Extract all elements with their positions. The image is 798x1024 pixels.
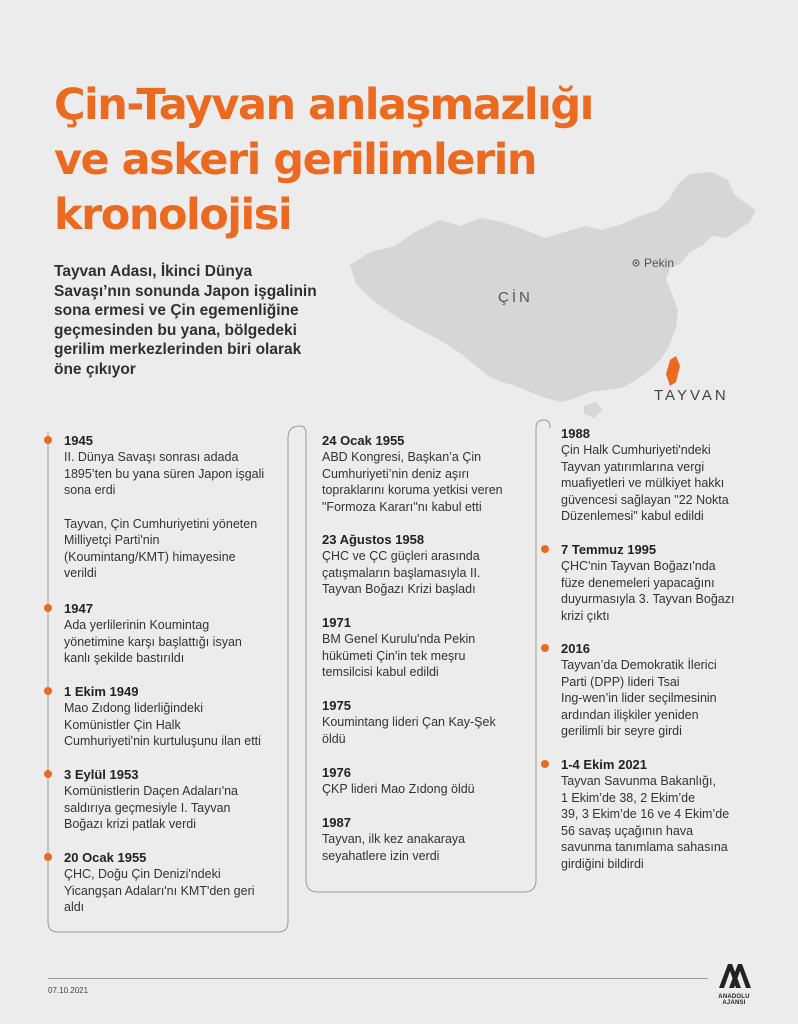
timeline-dot: [44, 436, 52, 444]
event-line: BM Genel Kurulu'nda Pekin: [322, 632, 476, 646]
event-description: [64, 866, 255, 916]
event-line: Tayvan, Çin Cumhuriyetini yöneten: [64, 516, 258, 531]
event-line: (Koumintang/KMT) himayesine: [64, 549, 236, 564]
timeline-event: [545, 756, 729, 872]
event-description: [561, 773, 729, 872]
event-line: Düzenlemesi" kabul edildi: [561, 509, 704, 523]
intro-line: öne çıkıyor: [54, 360, 136, 378]
taiwan-label: TAYVAN: [654, 387, 729, 404]
event-description: [64, 783, 238, 833]
beijing-label: Pekin: [644, 256, 675, 270]
china-label: ÇİN: [498, 289, 533, 306]
intro-line: gerilim merkezlerinden biri olarak: [54, 341, 302, 358]
timeline-dot: [541, 760, 549, 768]
event-date: 1945: [64, 433, 93, 448]
event-line: ÇHC, Doğu Çin Denizi'ndeki: [64, 867, 221, 881]
event-line: Tayvan Boğazı Krizi başladı: [322, 582, 476, 596]
event-line: muafiyetleri ve mülkiyet hakkı: [561, 476, 725, 490]
event-line: hükümeti Çin'in tek meşru: [322, 648, 466, 663]
timeline-event: [306, 814, 465, 864]
event-line: aldı: [64, 900, 85, 914]
event-date: 2016: [561, 641, 590, 656]
event-date: 1 Ekim 1949: [64, 684, 139, 699]
event-line: 39, 3 Ekim’de 16 ve 4 Ekim’de: [561, 807, 730, 821]
event-line: füze denemeleri yapacağını: [561, 575, 715, 590]
anadolu-ajansi-logo: [710, 962, 758, 1006]
event-line: Komünistlerin Daçen Adaları'na: [64, 784, 239, 798]
publication-date: 07.10.2021: [48, 986, 89, 995]
event-description: [64, 617, 242, 667]
event-description: [322, 631, 475, 681]
event-line: saldırıya geçmesiyle I. Tayvan: [64, 800, 231, 815]
event-date: 1988: [561, 426, 590, 441]
event-description: [322, 714, 496, 747]
timeline-event: [545, 425, 729, 525]
event-date: 1975: [322, 698, 351, 713]
event-line: Tayvan’da Demokratik İlerici: [561, 658, 717, 672]
event-date: 24 Ocak 1955: [322, 433, 405, 448]
event-date: 20 Ocak 1955: [64, 850, 147, 865]
timeline-dot: [541, 644, 549, 652]
event-date: 23 Ağustos 1958: [322, 532, 425, 547]
event-line: Ada yerlilerinin Koumintag: [64, 618, 210, 632]
timeline-event: [48, 432, 264, 582]
event-line: duyurmasıyla 3. Tayvan Boğazı: [561, 592, 735, 606]
event-date: 1976: [322, 765, 351, 780]
event-line: Tayvan Savunma Bakanlığı,: [561, 774, 716, 788]
aa-logo-icon: [717, 962, 751, 988]
timeline-event: [545, 541, 734, 624]
event-line: Yicangşan Adaları'nı KMT'den geri: [64, 883, 255, 898]
timeline-event: [306, 614, 475, 681]
event-date: 7 Temmuz 1995: [561, 542, 657, 557]
event-line: Mao Zıdong liderliğindeki: [64, 701, 203, 715]
event-line: 1 Ekim’de 38, 2 Ekim’de: [561, 790, 696, 805]
timeline-event: [545, 640, 717, 740]
timeline-dot: [44, 687, 52, 695]
title-line: Çin-Tayvan anlaşmazlığı: [54, 80, 593, 130]
event-line: krizi çıktı: [561, 608, 610, 623]
event-description: [64, 449, 264, 499]
timeline-event: [306, 697, 496, 747]
event-line: girdiğini bildirdi: [561, 856, 644, 871]
event-line: Cumhuriyeti’nin deniz aşırı: [322, 466, 470, 481]
event-date: 1971: [322, 615, 351, 630]
event-line: ardından ilişkiler yeniden: [561, 707, 699, 722]
event-line: 56 savaş uçağının hava: [561, 823, 694, 838]
timeline-dot: [44, 770, 52, 778]
event-line: II. Dünya Savaşı sonrası adada: [64, 450, 239, 464]
event-line: sona erdi: [64, 483, 116, 497]
event-date: 1987: [322, 815, 351, 830]
event-line: Tayvan, ilk kez anakaraya: [322, 832, 466, 846]
intro-line: Tayvan Adası, İkinci Dünya: [54, 263, 253, 280]
event-line: Cumhuriyeti'nin kurtuluşunu ilan etti: [64, 734, 261, 748]
event-line: 1895’ten bu yana süren Japon işgali: [64, 466, 265, 481]
logo-text: ANADOLU AJANSI: [718, 994, 750, 1006]
event-line: ÇHC ve ÇC güçleri arasında: [322, 549, 480, 563]
event-line: topraklarını koruma yetkisi veren: [322, 483, 503, 497]
event-date: 1-4 Ekim 2021: [561, 757, 648, 772]
event-line: çatışmaların başlamasıyla II.: [322, 565, 481, 580]
timeline-event: [48, 766, 238, 833]
event-date: 1947: [64, 601, 93, 616]
timeline-event: [306, 531, 480, 598]
event-line: Boğazı krizi patlak verdi: [64, 817, 197, 831]
event-description: [64, 700, 261, 750]
intro-line: geçmesinden bu yana, bölgedeki: [54, 321, 297, 339]
event-description: [322, 548, 480, 598]
event-line: seyahatlere izin verdi: [322, 848, 440, 863]
timeline-event: [306, 432, 503, 515]
event-line: Koumintang lideri Çan Kay-Şek: [322, 715, 496, 729]
event-description: [322, 449, 503, 515]
event-line: kanlı şekilde bastırıldı: [64, 651, 185, 665]
event-description: [561, 558, 734, 624]
event-description: [561, 657, 717, 740]
timeline-event: [48, 683, 261, 750]
title-line: kronolojisi: [54, 190, 292, 240]
event-date: 3 Eylül 1953: [64, 767, 139, 782]
event-line: Komünistler Çin Halk: [64, 717, 181, 732]
event-line: verildi: [64, 566, 97, 580]
timeline-dot: [541, 545, 549, 553]
timeline-dot: [44, 853, 52, 861]
timeline-event: [48, 600, 242, 667]
event-line: savunma tanımlama sahasına: [561, 840, 728, 854]
event-line: Parti (DPP) lideri Tsai: [561, 674, 680, 689]
event-description: [322, 781, 475, 798]
event-description: [561, 442, 729, 525]
event-line: ABD Kongresi, Başkan’a Çin: [322, 450, 482, 464]
event-description-secondary: [64, 516, 264, 582]
timeline-dot: [44, 604, 52, 612]
event-description: [322, 831, 465, 864]
event-line: Çin Halk Cumhuriyeti'ndeki: [561, 443, 711, 457]
event-line: "Formoza Kararı"nı kabul etti: [322, 499, 482, 514]
title-line: ve askeri gerilimlerin: [54, 135, 536, 185]
timeline-event: [48, 849, 255, 916]
event-line: gerilimli bir seyre girdi: [561, 724, 682, 738]
event-line: yönetimine karşı başlattığı isyan: [64, 634, 242, 649]
event-line: temsilcisi kabul edildi: [322, 665, 439, 679]
intro-line: sona ermesi ve Çin egemenliğine: [54, 302, 299, 319]
footer-divider: [48, 978, 708, 979]
event-line: Milliyetçi Parti'nin: [64, 533, 160, 547]
event-line: ÇHC'nin Tayvan Boğazı'nda: [561, 559, 716, 573]
event-line: ÇKP lideri Mao Zıdong öldü: [322, 782, 475, 796]
event-line: güvencesi sağlayan "22 Nokta: [561, 492, 729, 507]
intro-line: Savaşı’nın sonunda Japon işgalinin: [54, 282, 317, 300]
event-line: Ing-wen’in lider seçilmesinin: [561, 691, 717, 705]
timeline-event: [306, 764, 475, 798]
event-line: öldü: [322, 731, 346, 746]
event-line: Tayvan yatırımlarına vergi: [561, 459, 705, 474]
